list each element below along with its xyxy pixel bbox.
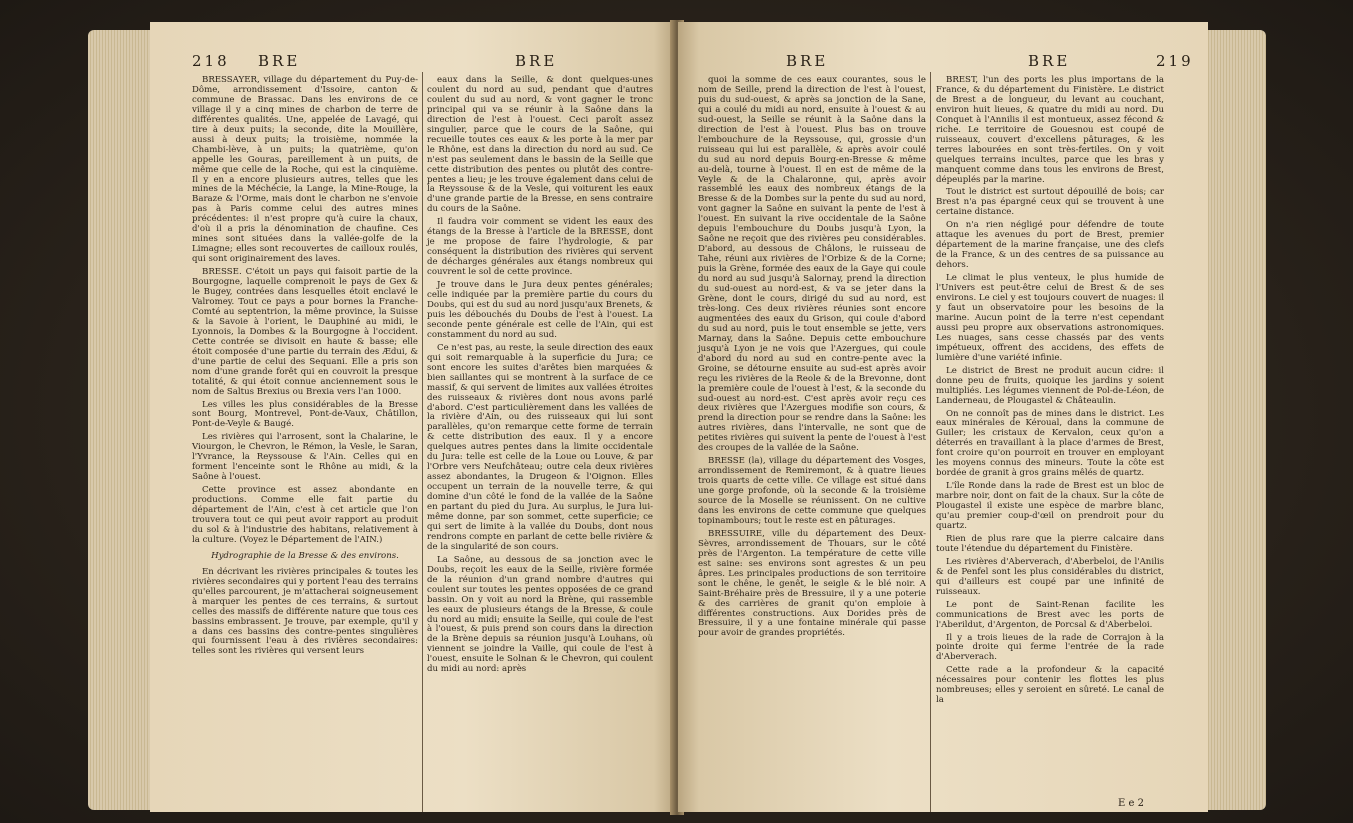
paragraph: Cette rade a la profondeur & la capacité nécessaires pour contenir les flottes les plus nombreuses; elles y seroient en sûreté. Le canal de la: [936, 665, 1164, 706]
paragraph: BREST, l'un des ports les plus importans de la France, & du département du Finistère. Le district de Brest a de longueur, du levant au couchant, environ huit lieues, & quatre du midi au nord. Du Conquet à l'Annilis il est montueux, assez fécond & riche. Le territoire de Gouesnou est coupé de ruisseaux, couvert d'excellens pâturages, & les terres labourées en sont très-fertiles. On y voit quelques terrains incultes, parce que les bras y manquent comme dans tous les environs de Brest, dépeuplés par la marine.: [936, 75, 1164, 185]
paragraph: Le pont de Saint-Renan facilite les communications de Brest avec les ports de l'Aberildut, d'Argenton, de Porcsal & d'Aberbeloi.: [936, 599, 1164, 630]
right-column-2: [936, 76, 1164, 709]
left-page-number: 218: [192, 52, 230, 70]
left-running-head-b: BRE: [515, 52, 558, 70]
paragraph: Cette province est assez abondante en productions. Comme elle fait partie du département de l'Ain, c'est à cet article que l'on trouvera tout ce qui peut avoir rapport au produit du sol & à l'industrie des habitans, relativement à la culture. (Voyez le Département de l'AIN.): [192, 485, 418, 545]
paragraph: Le climat le plus venteux, le plus humide de l'Univers est peut-être celui de Brest & de ses environs. Le ciel y est toujours couvert de nuages: il y faut un observatoire pour les besoins de la marine. Aucun point de la terre n'est cependant aussi peu propre aux observations astronomiques. Les nuages, sans cesse chassés par des vents impétueux, offrent des accidens, des effets de lumière d'une variété infinie.: [936, 273, 1165, 363]
paragraph: BRESSE (la), village du département des Vosges, arrondissement de Remiremont, & à quatre lieues trois quarts de cette ville. Ce village est situé dans une gorge profonde, où la seconde & la troisième source de la Moselle se réunissent. On ne cultive dans les environs de cette commune que quelques topinambours; tout le reste est en pâturages.: [698, 456, 926, 526]
right-running-head-a: BRE: [786, 52, 829, 70]
left-column-1: [192, 76, 418, 660]
paragraph: eaux dans la Seille, & dont quelques-unes coulent du nord au sud, pendant que d'autres coulent du sud au nord, & vont gagner le tronc principal qui va se réunir à la Saône dans la direction de l'est à l'ouest. Ceci paroît assez singulier, parce que le cours de la Saône, qui recueille toutes ces eaux & les porte à la mer par le Rhône, est dans la direction du nord au sud. Ce n'est pas seulement dans le bassin de la Seille que cette distribution des pentes ou plutôt des contre-pentes a lieu; je les trouve également dans celui de la Reyssouse & de la Vesle, qui voiturent les eaux d'une grande partie de la Bresse, en sens contraire du cours de la Saône.: [427, 75, 653, 215]
paragraph: Ce n'est pas, au reste, la seule direction des eaux qui soit remarquable à la superficie du Jura; ce sont encore les suites d'arêtes bien marquées & bien saillantes qui se montrent à la surface de ce massif, & qui servent de limites aux vallées étroites des ruisseaux & rivières dont nous avons parlé d'abord. C'est particulièrement dans les vallées de la rivière d'Ain, ou des ruisseaux qui lui sont parallèles, qu'on remarque cette forme de terrain & cette distribution des eaux. Il y a encore quelques autres pentes dans la limite occidentale du Jura: telle est celle de la Loue ou Louve, & par l'Orbre vers Neufchâteau; outre cela deux rivières assez abondantes, la Drugeon & l'Oignon. Elles occupent un terrain de la nouvelle terre, & qui domine d'un côté le fond de la vallée de la Saône en partant du pied du Jura. Au surplus, le Jura lui-même donne, par son sommet, cette superficie; ce qui sert de limite à la vallée du Doubs, dont nous rendrons compte en parlant de cette belle rivière & de la singularité de son cours.: [427, 342, 653, 552]
paragraph: Je trouve dans le Jura deux pentes générales; celle indiquée par la première partie du cours du Doubs, qui est du sud au nord jusqu'aux Brenets, & puis les débouchés du Doubs de l'est à l'ouest. La seconde pente générale est celle de l'Ain, qui est constamment du nord au sud.: [427, 280, 653, 340]
left-column-2: [427, 76, 653, 678]
left-page: [150, 22, 675, 812]
paragraph: L'île Ronde dans la rade de Brest est un bloc de marbre noir, dont on fait de la chaux. Sur la côte de Plougastel il existe une espèce de marbre blanc, qu'au premier coup-d'œil on prendroit pour du quartz.: [936, 481, 1164, 531]
paragraph: Il y a trois lieues de la rade de Corrajon à la pointe droite qui ferme l'entrée de la rade d'Aberverach.: [936, 632, 1164, 663]
left-page-edges: [88, 30, 152, 810]
paragraph: En décrivant les rivières principales & toutes les rivières secondaires qui y portent l'eau des terrains qu'elles parcourent, je m'attacherai soigneusement à marquer les pentes de ces terrains, & surtout celles des massifs de différente nature que tous ces bassins embrassent. Je trouve, par exemple, qu'il y a dans ces bassins des contre-pentes singulières qui fournissent l'eau à des rivières secondaires: telles sont les rivières qui versent leurs: [192, 566, 418, 657]
right-column-1: [698, 76, 926, 642]
paragraph: Hydrographie de la Bresse & des environs.: [211, 550, 399, 561]
paragraph: Les rivières qui l'arrosent, sont la Chalarine, le Viourgon, le Chevron, le Rémon, la Vesle, le Saran, l'Yvrance, la Reyssouse & l'Ain. Celles qui en forment l'enceinte sont le Rhône au midi, & la Saône à l'ouest.: [192, 432, 418, 483]
right-page-number: 219: [1156, 52, 1194, 70]
paragraph: Le district de Brest ne produit aucun cidre: il donne peu de fruits, quoique les jardins y soient multipliés. Les légumes viennent de Pol-de-Léon, de Landerneau, de Plougastel & Châteaulin.: [936, 365, 1164, 406]
paragraph: BRESSUIRE, ville du département des Deux-Sèvres, arrondissement de Thouars, sur le côté près de l'Argenton. La température de cette ville est saine: ses environs sont agrestes & un peu âpres. Les principales productions de son territoire sont le chêne, le genêt, le seigle & le blé noir. A Saint-Bréhaire près de Bressuire, il y a une poterie & des carrières de granit qu'on emploie à différentes constructions. Aux Dorides près de Bressuire, il y a une fontaine minérale qui passe pour avoir de grandes propriétés.: [698, 528, 926, 639]
column-rule: [930, 72, 931, 812]
paragraph: BRESSAYER, village du département du Puy-de-Dôme, arrondissement d'Issoire, canton & commune de Brassac. Dans les environs de ce village il y a cinq mines de charbon de terre de différentes qualités. Une, appelée de Lavagé, qui tire à deux puits; la seconde, dite la Mouillère, aussi à deux puits; la troisième, nommée la Chambi-lève, à un puits; la quatrième, qu'on appelle les Gouras, pareillement à un puits, de même que celle de la Roche, qui est la cinquième. Il y en a encore plusieurs autres, telles que les mines de la Méchécie, la Lange, la Mine-Rouge, la Baraze & l'Orme, mais dont le charbon ne s'envoie pas à Paris comme celui des autres mines précédentes: il n'est propre qu'à cuire la chaux, d'où il a pris la dénomination de chaufine. Ces mines sont situées dans la vallée-golfe de la Limagne; elles sont recouvertes de cailloux roulés, qui sont originairement des laves.: [192, 75, 418, 265]
right-page: [678, 22, 1208, 812]
right-running-head-b: BRE: [1028, 52, 1071, 70]
paragraph: La Saône, au dessous de sa jonction avec le Doubs, reçoit les eaux de la Seille, rivière formée de la réunion d'un grand nombre d'autres qui coulent sur toutes les pentes opposées de ce grand bassin. On y voit au nord la Brène, qui rassemble les eaux de plusieurs étangs de la Bresse, & coule du nord au midi; ensuite la Seille, qui coule de l'est à l'ouest, & puis prend son cours dans la direction de la Brène depuis sa réunion jusqu'à Louhans, où viennent se joindre la Vaille, qui coule de l'est à l'ouest, ensuite le Solnan & le Chevron, qui coulent du midi au nord: après: [427, 554, 653, 675]
signature-mark: E e 2: [1118, 798, 1144, 809]
paragraph: BRESSE. C'étoit un pays qui faisoit partie de la Bourgogne, laquelle comprenoit le pays de Gex & le Bugey, contrées dans lesquelles étoit enclavé le Valromey. Tout ce pays a pour bornes la Franche-Comté au septentrion, la même province, la Suisse & la Savoie à l'orient, le Dauphiné au midi, le Lyonnois, la Dombes & la Bourgogne à l'occident. Cette contrée se divisoit en haute & basse; elle étoit composée d'une partie du terrain des Ædui, & d'une partie de celui des Sequani. Elle a pris son nom d'une grande forêt qui en couvroit la presque totalité, & qui étoit connue anciennement sous le nom de Saltus Brexius ou Brexia vers l'an 1000.: [192, 267, 418, 397]
paragraph: quoi la somme de ces eaux courantes, sous le nom de Seille, prend la direction de l'est à l'ouest, puis du sud-ouest, & après sa jonction de la Sane, qui a coulé du midi au nord, ensuite à l'ouest & au sud-ouest, la Seille se réunit à la Saône dans la direction de l'est à l'ouest. Plus bas on trouve l'embouchure de la Reyssouse, qui, grossie d'un ruisseau qui lui est parallèle, & après avoir coulé du sud au nord depuis Bourg-en-Bresse & même au-delà, tourne à l'ouest. Il en est de même de la Veyle & de la Chalaronne, qui, après avoir rassemblé les eaux des nombreux étangs de la Bresse & de la Dombes sur la pente du sud au nord, vont gagner la Saône en suivant la pente de l'est à l'ouest. En suivant la rive occidentale de la Saône depuis l'embouchure du Doubs jusqu'à Lyon, la Saône ne reçoit que des rivières peu considérables. D'abord, au dessous de Châlons, le ruisseau de Tahe, réuni aux rivières de l'Orbize & de la Corne; puis la Grène, formée des eaux de la Gaye qui coule du nord au sud jusqu'à Salornay, prend la direction du sud-ouest au nord-est, & va se jeter dans la Grène, dont le cours, dirigé du sud au nord, est très-long. Ces deux rivières réunies sont encore augmentées des eaux du Grison, qui coule d'abord du sud au nord, puis le tout ensemble se jette, vers Marnay, dans la Saône. Depuis cette embouchure jusqu'à Lyon je ne vois que l'Azergues, qui coule d'abord du nord au sud en contre-pente avec la Groine, se détourne ensuite au sud-est après avoir reçu les rivières de la Reole & de la Brevonne, dont la première coule de l'ouest à l'est, & la seconde du sud-ouest au nord-est. C'est après avoir reçu ces deux rivières que l'Azergues modifie son cours, & prend la direction pour se rendre dans la Saône: les autres rivières, dans l'intervalle, ne sont que de petites rivières qui suivent la pente de l'ouest à l'est des croupes de la vallée de la Saône.: [698, 75, 926, 454]
column-rule: [422, 72, 423, 812]
paragraph: Rien de plus rare que la pierre calcaire dans toute l'étendue du département du Finistère.: [936, 533, 1164, 554]
paragraph: On n'a rien négligé pour défendre de toute attaque les avenues du port de Brest, premier département de la marine française, une des clefs de la France, & un des centres de sa puissance au dehors.: [936, 220, 1164, 271]
paragraph: Tout le district est surtout dépouillé de bois; car Brest n'a pas épargné ceux qui se trouvent à une certaine distance.: [936, 187, 1164, 218]
paragraph: Les villes les plus considérables de la Bresse sont Bourg, Montrevel, Pont-de-Vaux, Châtillon, Pont-de-Veyle & Baugé.: [192, 399, 418, 430]
paragraph: Les rivières d'Aberverach, d'Aberbeloi, de l'Anilis & de Penfel sont les plus considérables du district, qui d'ailleurs est coupé par une infinité de ruisseaux.: [936, 556, 1164, 597]
paragraph: On ne connoît pas de mines dans le district. Les eaux minérales de Kéroual, dans la commune de Guiler; les cristaux de Kervalon, ceux qu'on a déterrés en travaillant à la place d'armes de Brest, font croire qu'on pourroit en trouver en employant les moyens connus des mineurs. Toute la côte est bordée de granit à gros grains mêlés de quartz.: [936, 408, 1164, 479]
paragraph: Il faudra voir comment se vident les eaux des étangs de la Bresse à l'article de la BRESSE, dont je me propose de faire l'hydrologie, & par conséquent la distribution des rivières qui servent de décharges générales aux étangs nombreux qui couvrent le sol de cette province.: [427, 217, 653, 278]
right-page-edges: [1206, 30, 1266, 810]
left-running-head-a: BRE: [258, 52, 301, 70]
